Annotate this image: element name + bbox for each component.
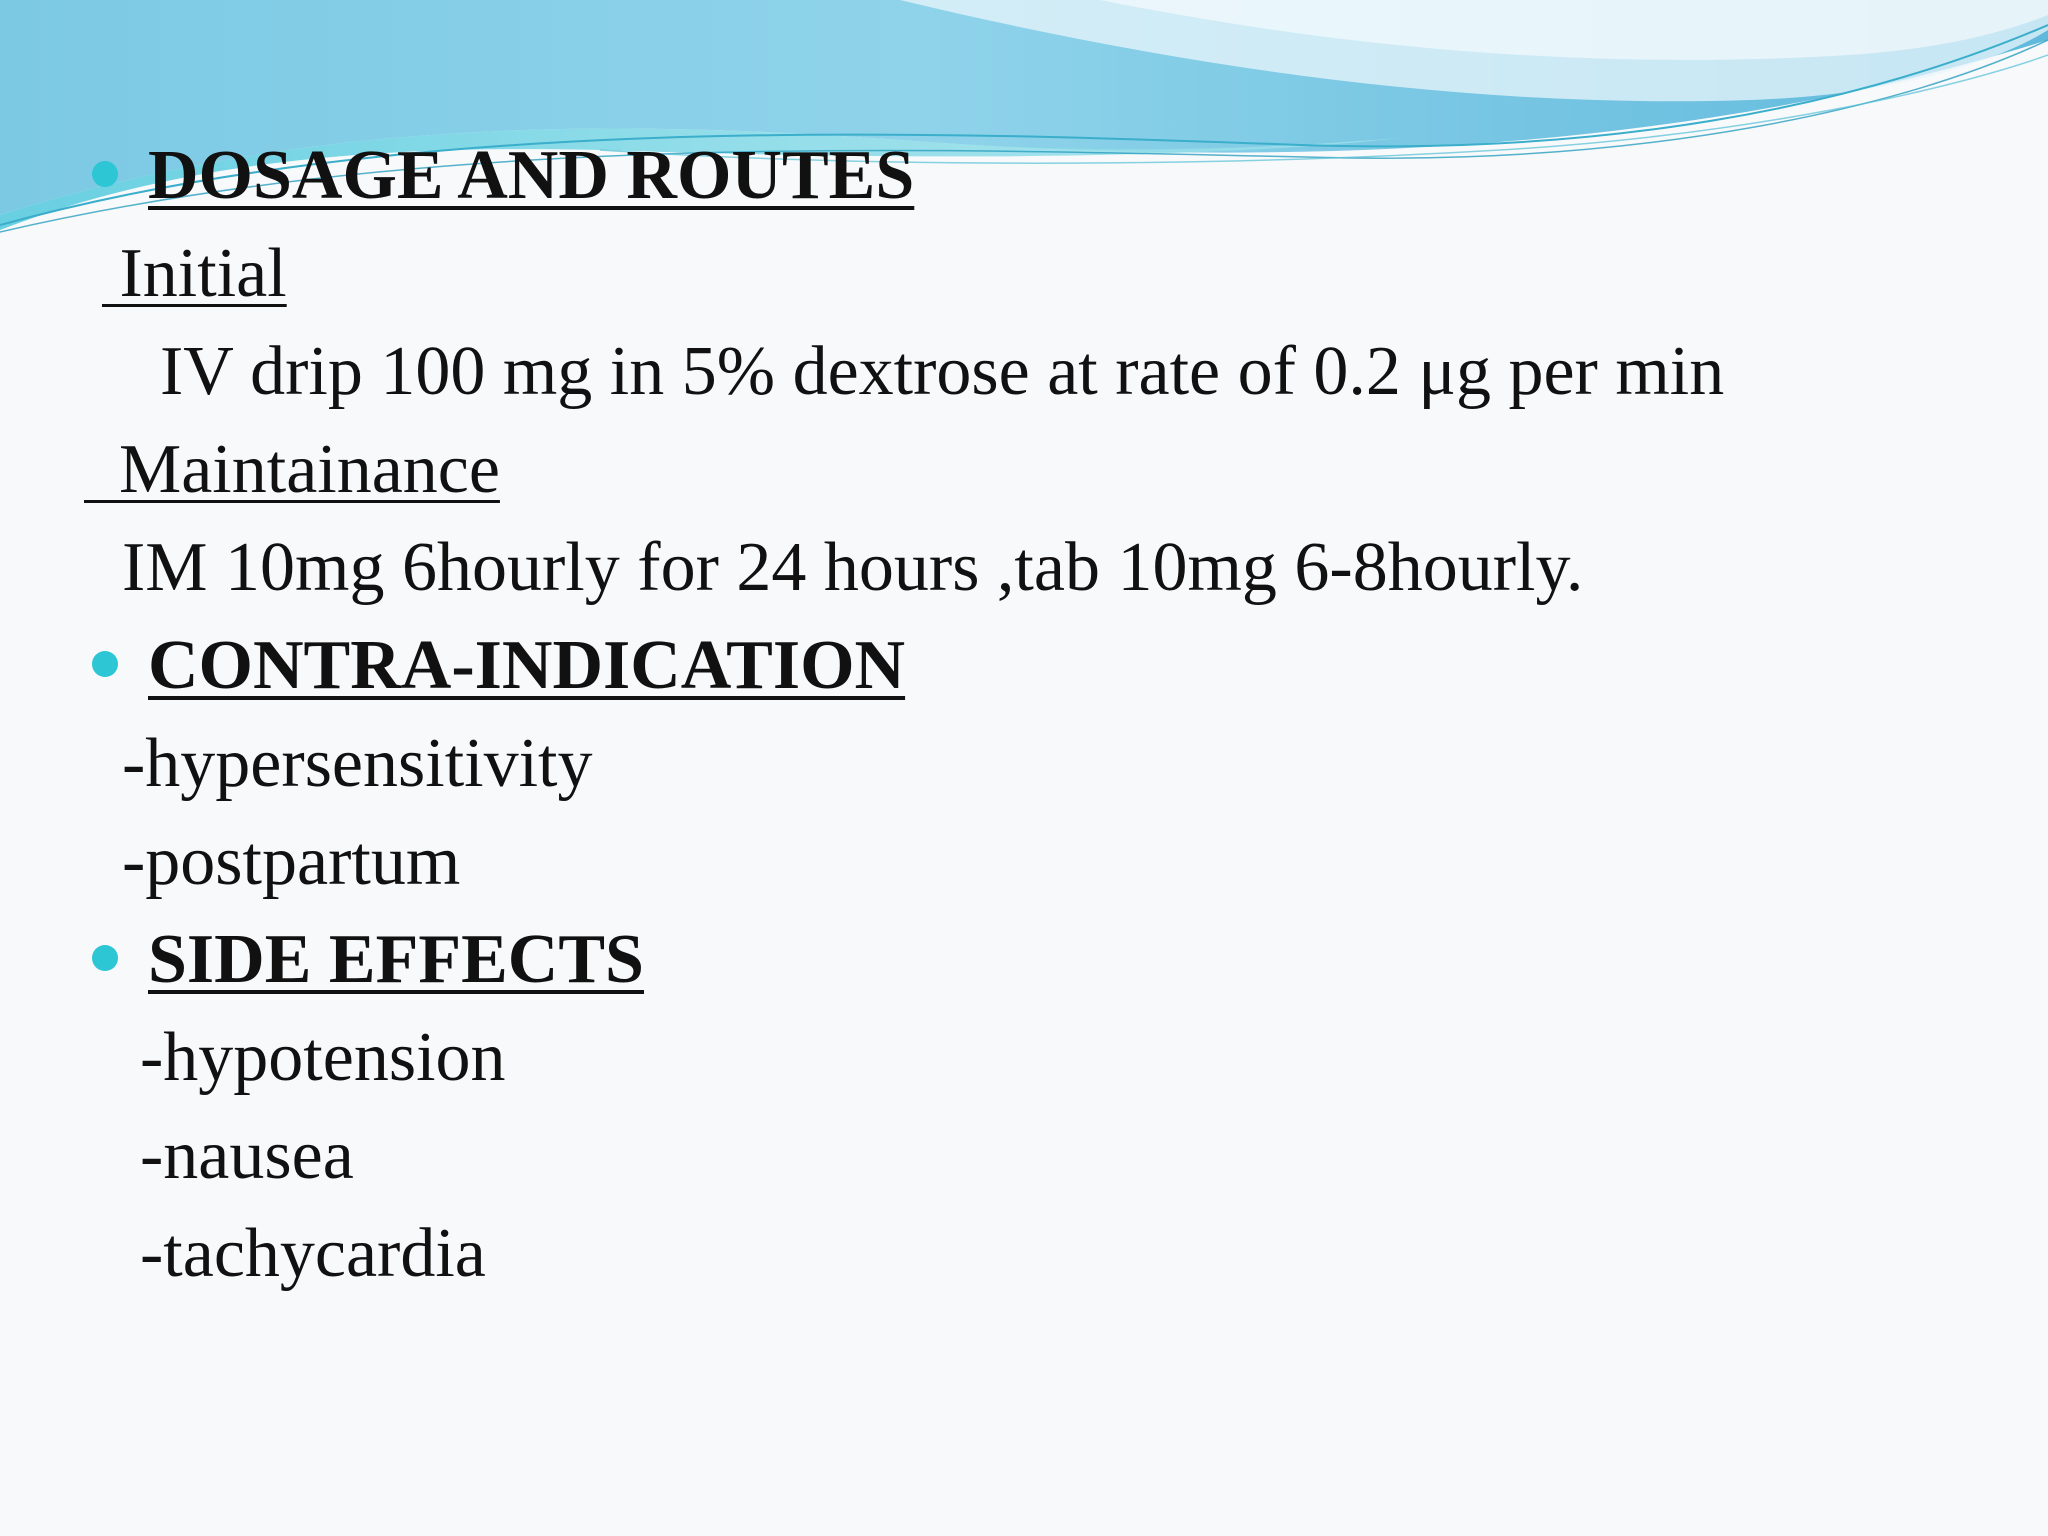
dosage-heading: DOSAGE AND ROUTES — [148, 137, 915, 214]
maintenance-label: Maintainance — [84, 431, 500, 508]
contraindication-heading: CONTRA-INDICATION — [148, 627, 906, 704]
side-effect-item: -nausea — [140, 1117, 354, 1194]
maintenance-dosage-text: IM 10mg 6hourly for 24 hours ,tab 10mg 6-8hourly. — [122, 529, 1584, 606]
contraindication-item: -hypersensitivity — [122, 725, 593, 802]
initial-label: Initial — [102, 235, 287, 312]
bullet-icon — [92, 945, 118, 971]
initial-dosage-text: IV drip 100 mg in 5% dextrose at rate of 0.2 μg per min — [160, 333, 1725, 410]
contraindication-item: -postpartum — [122, 823, 461, 900]
side-effect-item: -hypotension — [140, 1019, 506, 1096]
bullet-icon — [92, 651, 118, 677]
bullet-icon — [92, 161, 118, 187]
side-effect-item: -tachycardia — [140, 1215, 486, 1292]
side-effects-heading: SIDE EFFECTS — [148, 921, 644, 998]
